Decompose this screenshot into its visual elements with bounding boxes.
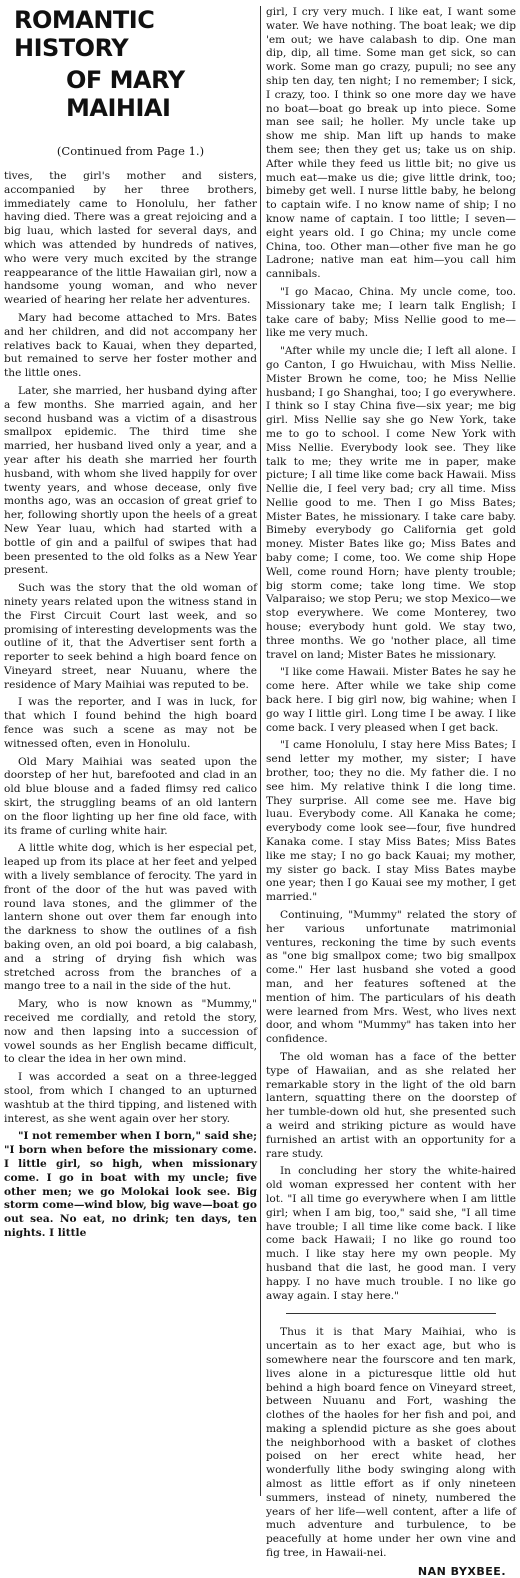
paragraph: Old Mary Maihiai was seated upon the doorstep of her hut, barefooted and clad in an old blue blouse and a faded flimsy red calico skirt, the struggling beams of an old lantern on the floor lighting up her fine old face, with its frame of curling white hair. [4, 755, 257, 837]
byline: NAN BYXBEE. [417, 1564, 506, 1578]
paragraph: Mary, who is now known as "Mummy," received me cordially, and retold the story, now and then lapsing into a succession of vowel sounds as her English became difficult, to clear the idea in her own mind. [4, 998, 257, 1066]
headline-line-1: ROMANTIC HISTORY [14, 6, 155, 62]
paragraph: Continuing, "Mummy" related the story of her various unfortunate matrimonial ventures, reckoning the time by such events as "one big smallpox come; two big smallpox come." Her last husband she voted a good man, and her features softened at the mention of him. The particulars of his death were learned from Mrs. West, who lives next door, and whom "Mummy" has taken into her confidence. [266, 909, 516, 1046]
paragraph: Mary had become attached to Mrs. Bates and her children, and did not accompany her relatives back to Kauai, when they departed, but remained to serve her foster mother and the little ones. [4, 311, 257, 380]
paragraph: "I came Honolulu, I stay here Miss Bates; I send letter my mother, my sister; I have brother, too; they no die. My father die. I no see him. My relative think I die long time. They surprise. All come see me. Have big luau. Everybody come. All Kanaka he come; everybody come look see—four, five hundred Kanaka come. I stay Miss Bates; Miss Bates like me stay; I no go back Kauai; my mother, my sister go back. I stay Miss Bates maybe one year; then I go Kauai see my mother, I get married." [266, 739, 516, 904]
paragraph: "I go Macao, China. My uncle come, too. Missionary take me; I learn talk English; I take care of baby; Miss Nellie good to me—like me very much. [266, 285, 516, 340]
paragraph: girl, I cry very much. I like eat, I want some water. We have nothing. The boat leak; we dip 'em out; we have calabash to dip. One man dip, dip, all time. Some man get sick, so can work. Some man go crazy, pupuli; no see any ship ten day, ten night; I no remember; I sick, I crazy, too. I think so one more day we have no boat—boat go break up into piece. Some man see sail; he holler. My uncle take up show me ship. Man lift up hands to make them see; then they get us; take us on ship. After while they feed us little bit; no give us much eat—make us die; give little drink, too; bimeby get well. I nurse little baby, he belong to captain wife. I no know name of ship; I no know name of captain. I too little; I seven—eight years old. I go China; my uncle come China, too. Other man—other five man he go Ladrone; native man eat him—you call him cannibals. [266, 6, 516, 281]
paragraph: I was accorded a seat on a three-legged stool, from which I changed to an upturned washtub at the third tipping, and listened with interest, as she went again over her story. [4, 1071, 257, 1125]
section-rule [286, 1313, 496, 1314]
paragraph: A little white dog, which is her especial pet, leaped up from its place at her feet and yelped with a lively semblance of ferocity. The yard in front of the door of the hut was paved with round lava stones, and the glimmer of the lantern shone out over them far enough into the darkness to show the outlines of a fish baking oven, an old poi board, a big calabash, and a string of drying fish which was stretched across from the branches of a mango tree to a nail in the side of the hut. [4, 842, 257, 993]
closing-paragraph: Thus it is that Mary Maihiai, who is uncertain as to her exact age, but who is somewhere near the fourscore and ten mark, lives alone in a picturesque little old hut behind a high board fence on Vineyard street, between Nuuanu and Fort, washing the clothes of the haoles for her fish and poi, and making a splendid picture as she goes about the neighborhood with a basket of clothes poised on her erect white head, her wonderfully lithe body swinging along with almost as little effort as if only nineteen summers, instead of ninety, numbered the years of her life—well content, after a life of much adventure and turbulence, to be peacefully at home under her own vine and fig tree, in Hawaii-nei. [266, 1326, 516, 1560]
paragraph: "After while my uncle die; I left all alone. I go Canton, I go Hwuichau, with Miss Nellie. Mister Brown he come, too; he Miss Nellie husband; I go Shanghai, too; I go everywhere. I think so I stay China five—six year; me big girl. Miss Nellie say she go New York, take me to go to school. I come New York with Miss Nellie. Everybody look see. They like talk to me; they write me in paper, make picture; I all time like come back Hawaii. Miss Nellie die, I feel very bad; cry all time. Miss Nellie good to me. Then I go Miss Bates; Mister Bates, he missionary. I take care baby. Bimeby everybody go California get gold money. Mister Bates like go; Miss Bates and baby come; I come, too. We come ship Hope Well, come round Horn; have plenty trouble; big storm come; take long time. We stop Valparaiso; we stop Peru; we stop Mexico—we stop everywhere. We come Monterey, two house; everybody hunt gold. We stay two, three months. We go 'nother place, all time travel on land; Mister Bates he missionary. [266, 345, 516, 661]
headline-line-2: OF MARY MAIHIAI [66, 66, 185, 122]
paragraph: "I like come Hawaii. Mister Bates he say he come here. After while we take ship come back here. I big girl now, big wahine; when I go way I little girl. Long time I be away. I like come back. I very pleased when I get back. [266, 666, 516, 734]
paragraph: Such was the story that the old woman of ninety years related upon the witness stand in the First Circuit Court last week, and so promising of interesting developments was the outline of it, that the Advertiser sent forth a reporter to seek behind a high board fence on Vineyard street, near Nuuanu, where the residence of Mary Maihiai was reputed to be. [4, 582, 257, 691]
quote-paragraph: "I not remember when I born," said she; "I born when before the missionary come. I little girl, so high, when missionary come. I go in boat with my uncle; five other men; we go Molokai look see. Big storm come—wind blow, big wave—boat go out sea. No eat, no drink; ten days, ten nights. I little [4, 1130, 257, 1239]
paragraph: The old woman has a face of the better type of Hawaiian, and as she related her remarkable story in the light of the old barn lantern, squatting there on the doorstep of her tumble-down old hut, she presented such a weird and striking picture as would have furnished an artist with an opportunity for a rare study. [266, 1050, 516, 1160]
paragraph: tives, the girl's mother and sisters, accompanied by her three brothers, immediately came to Honolulu, her father having died. There was a great rejoicing and a big luau, which lasted for several days, and which was attended by hundreds of natives, who were very much excited by the strange reappearance of the little Hawaiian girl, now a handsome young woman, and who never wearied of hearing her relate her adventures. [4, 170, 257, 307]
paragraph: Later, she married, her husband dying after a few months. She married again, and her second husband was a victim of a disastrous smallpox epidemic. The third time she married, her husband lived only a year, and a year after his death she married her fourth husband, with whom she lived happily for over twenty years, and whose decease, only five months ago, was an occasion of great grief to her, following shortly upon the heels of a great New Year luau, which had started with a bottle of gin and a pailful of swipes that had been presented to the old folks as a New Year present. [4, 384, 257, 577]
continued-note: (Continued from Page 1.) [56, 144, 205, 158]
right-column [266, 6, 516, 1578]
column-divider [260, 6, 261, 1496]
paragraph: In concluding her story the white-haired old woman expressed her content with her lot. "I all time go everywhere when I am little girl; when I am big, too," said she, "I all time have trouble; I all time like come back. I like come back Hawaii; I no like go round too much. I like stay here my own people. My husband that die last, he good man. I very happy. I no have much trouble. I no like go away again. I stay here." [266, 1165, 516, 1302]
paragraph: I was the reporter, and I was in luck, for that which I found behind the high board fence was such a scene as may not be witnessed often, even in Honolulu. [4, 696, 257, 750]
left-column [4, 6, 257, 1245]
